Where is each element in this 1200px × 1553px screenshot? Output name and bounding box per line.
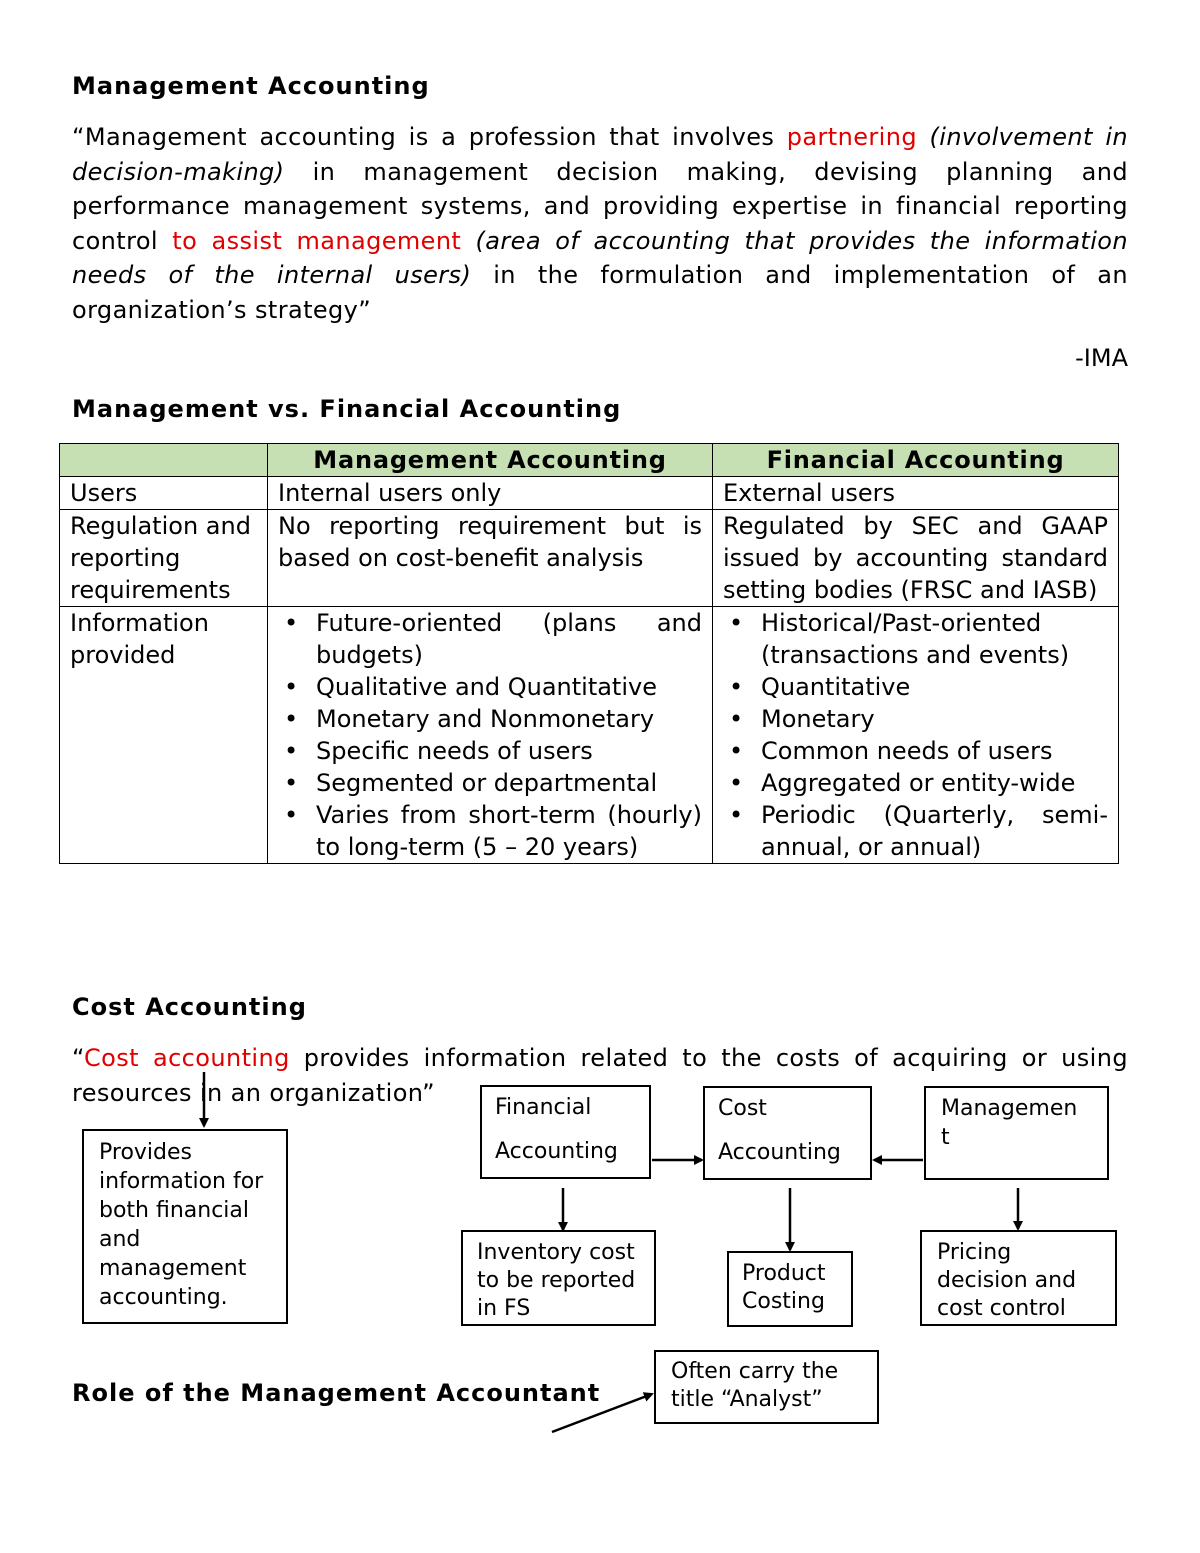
section-heading-role-management-accountant: Role of the Management Accountant <box>72 1379 601 1407</box>
quote-text: in management decision making, devising planning and performance management systems, and providing expertise in financial reporting control <box>72 157 1128 255</box>
row-label: Users <box>60 477 268 510</box>
inventory-cost-box: Inventory cost to be reported in FS <box>461 1230 656 1326</box>
section-heading-mgmt-vs-financial: Management vs. Financial Accounting <box>72 395 622 423</box>
box-line: Accounting <box>718 1140 841 1165</box>
quote-italic-note: (involvement in decision-making) <box>72 123 1129 186</box>
pricing-decision-box: Pricing decision and cost control <box>920 1230 1117 1326</box>
analyst-title-box: Often carry the title “Analyst” <box>654 1350 879 1424</box>
quote-text: in the formulation and implementation of an organization’s strategy” <box>72 261 1128 324</box>
box-line: Cost <box>718 1096 767 1121</box>
cell-financial: External users <box>713 477 1119 510</box>
cell-financial: Regulated by SEC and GAAP issued by accounting standard setting bodies (FRSC and IASB) <box>713 510 1119 607</box>
list-item: • Qualitative and Quantitative <box>278 671 702 703</box>
provides-info-box: Provides information for both financial and management accounting. <box>82 1129 288 1324</box>
list-item: • Future-oriented (plans and budgets) <box>278 607 702 671</box>
quote-text: “Management accounting is a profession that involves <box>72 123 787 151</box>
list-item: • Aggregated or entity-wide <box>723 767 1108 799</box>
highlight-partnering: partnering <box>786 123 917 151</box>
row-label: Information provided <box>60 607 268 864</box>
header-management-accounting: Management Accounting <box>268 444 713 477</box>
list-item: • Common needs of users <box>723 735 1108 767</box>
highlight-assist-management: to assist management <box>172 226 462 255</box>
list-item: • Historical/Past-oriented (transactions and events) <box>723 607 1108 671</box>
list-item: • Segmented or departmental <box>278 767 702 799</box>
header-financial-accounting: Financial Accounting <box>713 444 1119 477</box>
list-item: • Monetary and Nonmonetary <box>278 703 702 735</box>
list-item: • Quantitative <box>723 671 1108 703</box>
list-item: • Periodic (Quarterly, semi-annual, or annual) <box>723 799 1108 863</box>
box-line: Accounting <box>495 1139 618 1164</box>
box-line: Managemen <box>941 1096 1078 1121</box>
management-box <box>924 1086 1109 1180</box>
quote-text: provides information related to the costs of acquiring or using resources in an organization” <box>72 1044 1128 1107</box>
box-line: t <box>941 1125 950 1150</box>
row-label: Regulation and reporting requirements <box>60 510 268 607</box>
quote-attribution: -IMA <box>1075 344 1128 372</box>
list-item: • Specific needs of users <box>278 735 702 767</box>
quote-italic-note: (area of accounting that provides the information needs of the internal users) <box>72 226 1128 289</box>
cost-accounting-box <box>703 1086 872 1180</box>
section-heading-management-accounting: Management Accounting <box>72 72 430 100</box>
section-heading-cost-accounting: Cost Accounting <box>72 993 307 1021</box>
financial-accounting-box <box>480 1085 651 1179</box>
product-costing-box: Product Costing <box>727 1251 853 1327</box>
cell-management: No reporting requirement but is based on cost-benefit analysis <box>268 510 713 607</box>
cell-management: Internal users only <box>268 477 713 510</box>
highlight-cost-accounting: Cost accounting <box>83 1044 290 1072</box>
box-line: Financial <box>495 1095 592 1120</box>
quote-text: “ <box>72 1044 84 1072</box>
list-item: • Varies from short-term (hourly) to long-term (5 – 20 years) <box>278 799 702 863</box>
list-item: • Monetary <box>723 703 1108 735</box>
